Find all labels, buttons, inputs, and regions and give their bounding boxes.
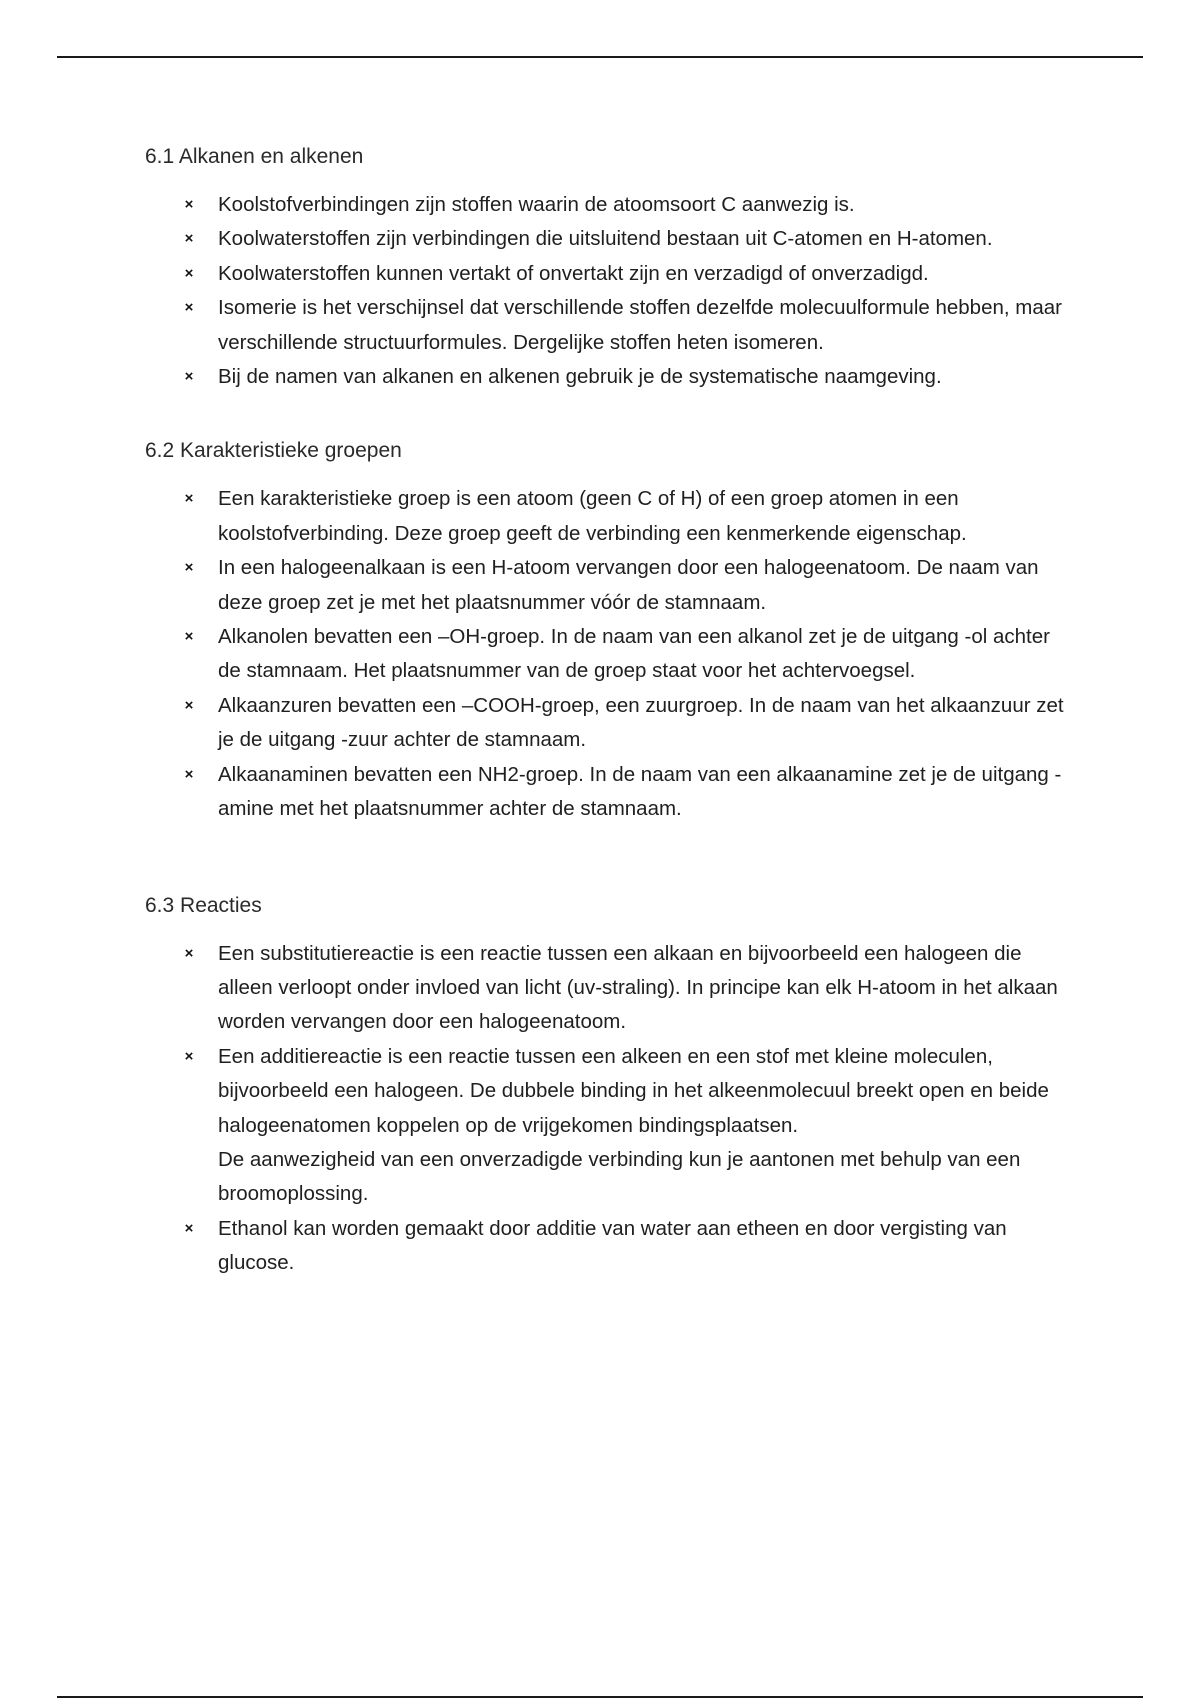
list-item	[145, 222, 1065, 256]
list-item	[145, 188, 1065, 222]
list-item-text: In een halogeenalkaan is een H-atoom vervangen door een halogeenatoom. De naam van deze groep zet je met het plaatsnummer vóór de stamnaam.	[218, 556, 1039, 614]
list-item	[145, 482, 1065, 551]
list-item-text: Koolwaterstoffen kunnen vertakt of onvertakt zijn en verzadigd of onverzadigd.	[218, 261, 929, 285]
section-heading: 6.3 Reacties	[145, 893, 262, 917]
section-reacties	[145, 889, 1065, 1281]
cross-bullet-icon: ×	[184, 264, 194, 282]
bullet-list	[145, 188, 1065, 394]
section-heading: 6.2 Karakteristieke groepen	[145, 439, 402, 463]
cross-bullet-icon: ×	[184, 628, 194, 646]
list-item-text: Een additiereactie is een reactie tussen een alkeen en een stof met kleine moleculen, bijvoorbeeld een halogeen. De dubbele binding in het alkeenmolecuul breekt open en beide halogeenatomen koppelen op de vrijgekomen bindingsplaatsen.	[218, 1044, 1049, 1137]
cross-bullet-icon: ×	[184, 368, 194, 386]
list-item	[145, 1040, 1065, 1212]
list-item	[145, 551, 1065, 620]
cross-bullet-icon: ×	[184, 299, 194, 317]
list-item-text: Alkaanzuren bevatten een –COOH-groep, een zuurgroep. In de naam van het alkaanzuur zet je de uitgang -zuur achter de stamnaam.	[218, 693, 1064, 752]
section-alkanen-en-alkenen	[145, 140, 1065, 394]
cross-bullet-icon: ×	[184, 559, 194, 577]
list-item	[145, 1212, 1065, 1281]
section-karakteristieke-groepen	[145, 434, 1065, 826]
section-heading: 6.1 Alkanen en alkenen	[145, 145, 364, 168]
cross-bullet-icon: ×	[184, 196, 194, 213]
list-item	[145, 937, 1065, 1040]
list-item-text: Alkanolen bevatten een –OH-groep. In de naam van een alkanol zet je de uitgang -ol achter de stamnaam. Het plaatsnummer van de groep staat voor het achtervoegsel.	[218, 625, 1050, 683]
list-item-text: Koolwaterstoffen zijn verbindingen die uitsluitend bestaan uit C-atomen en H-atomen.	[218, 227, 993, 251]
list-item-text: Isomerie is het verschijnsel dat verschillende stoffen dezelfde molecuulformule hebben, maar verschillende structuurformules. Dergelijke stoffen heten isomeren.	[218, 296, 1062, 354]
list-item-text: Een substitutiereactie is een reactie tussen een alkaan en bijvoorbeeld een halogeen die alleen verloopt onder invloed van licht (uv-straling). In principe kan elk H-atoom in het alkaan worden vervangen door een halogeenatoom.	[218, 941, 1058, 1034]
cross-bullet-icon: ×	[184, 1047, 194, 1065]
bottom-rule	[57, 1696, 1143, 1698]
cross-bullet-icon: ×	[184, 230, 194, 248]
bullet-list	[145, 937, 1065, 1281]
list-item-text: Alkaanaminen bevatten een NH2-groep. In de naam van een alkaanamine zet je de uitgang -amine met het plaatsnummer achter de stamnaam.	[218, 762, 1062, 821]
list-item-text: Een karakteristieke groep is een atoom (geen C of H) of een groep atomen in een koolstofverbinding. Deze groep geeft de verbinding een kenmerkende eigenschap.	[218, 487, 967, 545]
cross-bullet-icon: ×	[184, 696, 194, 714]
bullet-list	[145, 482, 1065, 826]
cross-bullet-icon: ×	[184, 1219, 194, 1237]
cross-bullet-icon: ×	[184, 765, 194, 783]
list-item	[145, 620, 1065, 689]
list-item-text-continued: De aanwezigheid van een onverzadigde verbinding kun je aantonen met behulp van een broomoplossing.	[218, 1147, 1021, 1206]
list-item-text: Bij de namen van alkanen en alkenen gebruik je de systematische naamgeving.	[218, 365, 942, 389]
top-rule	[57, 56, 1143, 58]
list-item	[145, 758, 1065, 827]
list-item	[145, 257, 1065, 291]
cross-bullet-icon: ×	[184, 490, 194, 508]
list-item	[145, 291, 1065, 360]
document-page	[145, 140, 1065, 1281]
list-item-text: Koolstofverbindingen zijn stoffen waarin de atoomsoort C aanwezig is.	[218, 193, 855, 216]
list-item-text: Ethanol kan worden gemaakt door additie van water aan etheen en door vergisting van glucose.	[218, 1216, 1007, 1275]
list-item	[145, 360, 1065, 394]
list-item	[145, 689, 1065, 758]
cross-bullet-icon: ×	[184, 944, 194, 962]
